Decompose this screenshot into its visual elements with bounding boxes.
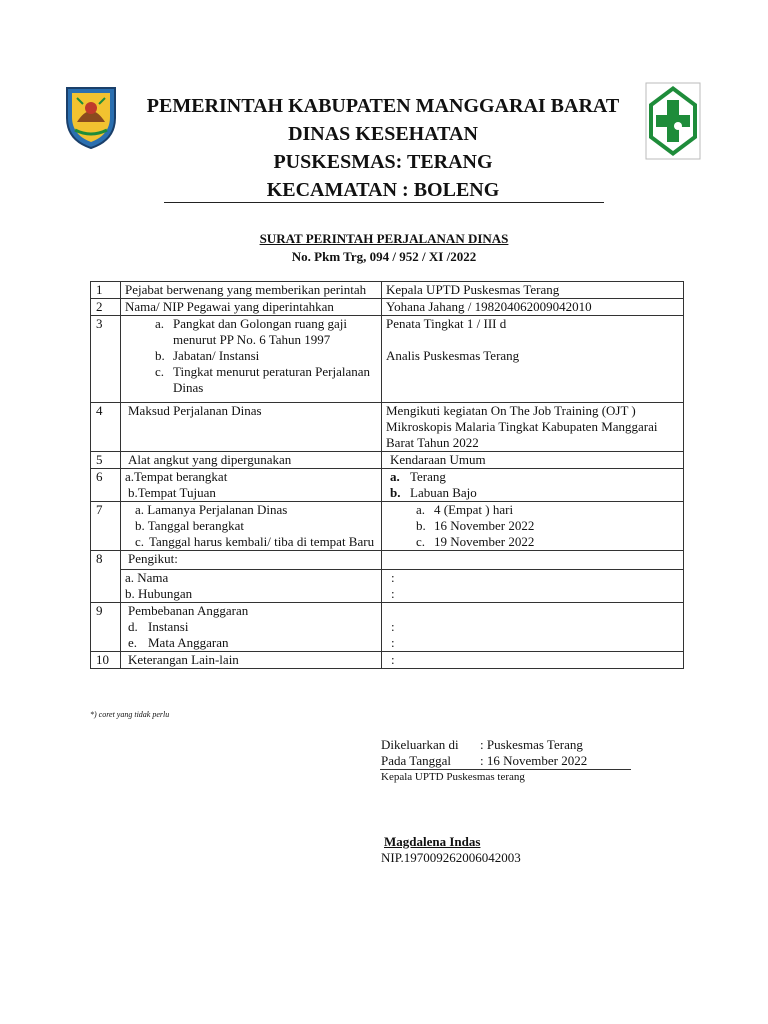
row-number: 8: [91, 551, 121, 603]
document-title: SURAT PERINTAH PERJALANAN DINAS: [259, 231, 509, 246]
signature-divider: [380, 769, 631, 770]
row-label: a. Lamanya Perjalanan Dinas b. Tanggal berangkat c. Tanggal harus kembali/ tiba di tempat Baru: [121, 502, 382, 551]
issued-place-label: Dikeluarkan di: [381, 737, 459, 752]
list-item: b. Jabatan/ Instansi: [155, 348, 260, 363]
row-label: Pengikut:: [121, 551, 382, 570]
letterhead-government: PEMERINTAH KABUPATEN MANGGARAI BARAT: [146, 95, 620, 117]
row-number: 6: [91, 469, 121, 502]
list-item: c. 19 November 2022: [416, 534, 535, 549]
row-value: : :: [382, 570, 684, 603]
row-label: Pejabat berwenang yang memberikan perintah: [121, 282, 382, 299]
table-row: [91, 316, 684, 403]
row-number: 5: [91, 452, 121, 469]
row-value: Penata Tingkat 1 / III d Analis Puskesmas Terang: [382, 316, 684, 403]
table-row: [91, 403, 684, 452]
row-number: 3: [91, 316, 121, 403]
row-number: 9: [91, 603, 121, 652]
row-number: 7: [91, 502, 121, 551]
row-label: Keterangan Lain-lain: [121, 652, 382, 669]
letterhead-puskesmas: PUSKESMAS: TERANG: [273, 151, 493, 173]
signer-name: Magdalena Indas: [384, 834, 481, 849]
row-label: Nama/ NIP Pegawai yang diperintahkan: [121, 299, 382, 316]
footnote: *) coret yang tidak perlu: [90, 710, 170, 719]
row-value: Kendaraan Umum: [382, 452, 684, 469]
row-value: Yohana Jahang / 198204062009042010: [382, 299, 684, 316]
letterhead-divider: [164, 202, 604, 203]
green-cross-icon: [645, 82, 701, 160]
signer-position: Kepala UPTD Puskesmas terang: [381, 771, 525, 783]
table-row: [91, 452, 684, 469]
table-row: [91, 502, 684, 551]
row-value: Mengikuti kegiatan On The Job Training (OJT ) Mikroskopis Malaria Tingkat Kabupaten Manggarai Barat Tahun 2022: [382, 403, 684, 452]
table-row: [91, 282, 684, 299]
row-value: :: [382, 652, 684, 669]
list-item: a. Terang: [390, 469, 446, 484]
list-item: c. Tanggal harus kembali/ tiba di tempat Baru: [135, 534, 375, 549]
list-item: e. Mata Anggaran: [128, 635, 229, 650]
row-number: 4: [91, 403, 121, 452]
row-label: Maksud Perjalanan Dinas: [121, 403, 382, 452]
row-value: Kepala UPTD Puskesmas Terang: [382, 282, 684, 299]
letterhead: [130, 92, 636, 204]
travel-order-table: [90, 281, 684, 669]
row-value: [382, 551, 684, 570]
letterhead-district: KECAMATAN : BOLENG: [266, 179, 500, 201]
list-item: b. 16 November 2022: [416, 518, 535, 533]
row-value: : :: [382, 603, 684, 652]
row-label: Alat angkut yang dipergunakan: [121, 452, 382, 469]
list-item: a. 4 (Empat ) hari: [416, 502, 514, 517]
row-number: 2: [91, 299, 121, 316]
table-row: [91, 299, 684, 316]
letterhead-department: DINAS KESEHATAN: [288, 123, 478, 145]
table-row: [91, 652, 684, 669]
list-item: d. Instansi: [128, 619, 189, 634]
row-value: [382, 502, 684, 551]
issued-block: [381, 737, 587, 769]
issued-date-label: Pada Tanggal: [381, 753, 451, 768]
row-label: [121, 316, 382, 403]
issued-date: : 16 November 2022: [480, 753, 588, 768]
signer-nip: NIP.197009262006042003: [381, 850, 521, 865]
list-item: c. Tingkat menurut peraturan Perjalanan Dinas: [155, 364, 370, 395]
issued-place: : Puskesmas Terang: [480, 737, 583, 752]
list-item: b. Labuan Bajo: [390, 485, 477, 500]
table-row: [91, 603, 684, 652]
table-row: [91, 551, 684, 570]
row-label: a. Nama b. Hubungan: [121, 570, 382, 603]
document-number: No. Pkm Trg, 094 / 952 / XI /2022: [291, 249, 477, 264]
row-label: Pembebanan Anggaran d. Instansi e. Mata Anggaran: [121, 603, 382, 652]
row-label: a.Tempat berangkat b.Tempat Tujuan: [121, 469, 382, 502]
table-row: [91, 570, 684, 603]
regency-crest-icon: [63, 82, 119, 150]
row-number: 10: [91, 652, 121, 669]
list-item: a. Pangkat dan Golongan ruang gaji menurut PP No. 6 Tahun 1997: [155, 316, 348, 347]
table-row: [91, 469, 684, 502]
row-value: [382, 469, 684, 502]
row-number: 1: [91, 282, 121, 299]
